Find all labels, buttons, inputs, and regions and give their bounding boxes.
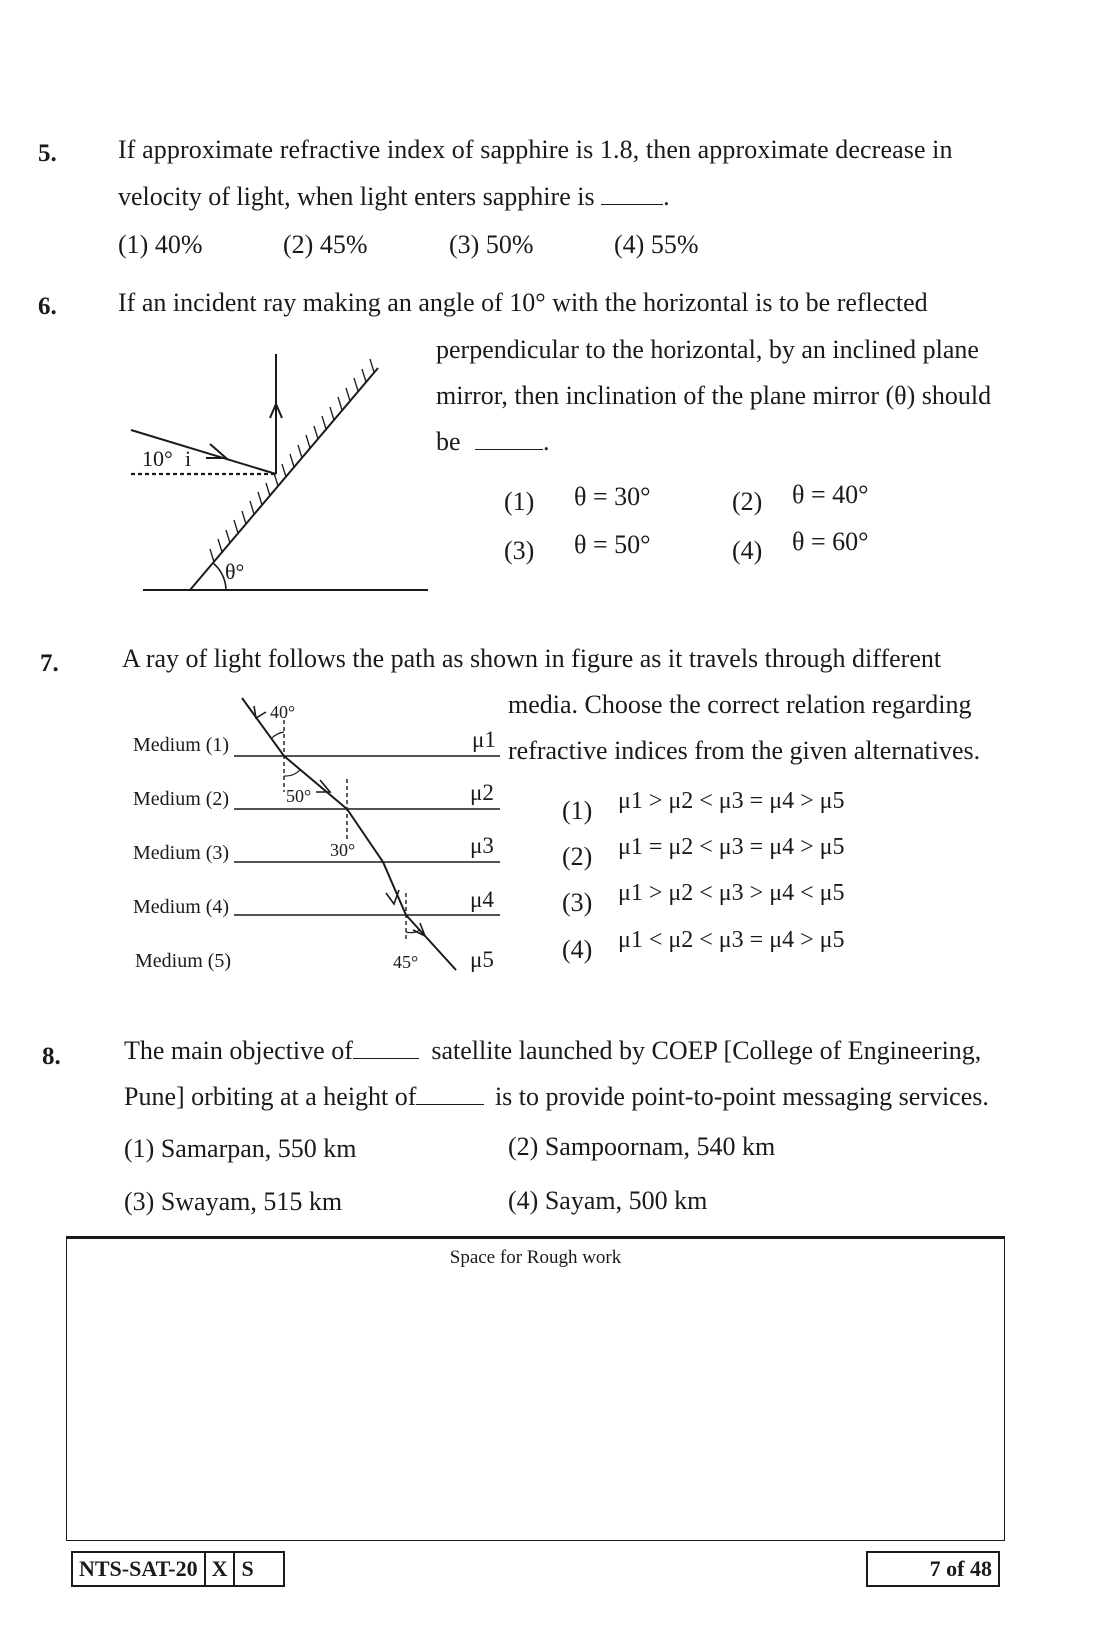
q6-option-2-number: (2): [732, 487, 763, 516]
q5-text-line1: If approximate refractive index of sapphire is 1.8, then approximate decrease in: [118, 135, 953, 164]
q6-text-line4: [436, 427, 550, 457]
q5-option-3: (3) 50%: [449, 230, 534, 259]
q7-ray-arrow-2: [316, 780, 330, 792]
q6-i-label: i: [185, 446, 192, 471]
q7-angle-40: 40°: [270, 702, 296, 722]
q6-option-2-value: θ = 40°: [792, 480, 869, 509]
q7-ray-arrow-3: [386, 890, 399, 904]
q8-text-line1: [124, 1036, 981, 1066]
q7-ray-arrow-4: [413, 923, 425, 936]
footer-cell-x: X: [204, 1553, 234, 1585]
q7-medium-4: Medium (4): [133, 896, 230, 918]
q7-medium-5: Medium (5): [135, 950, 232, 972]
q5-number: 5.: [38, 140, 57, 167]
q7-option-1-number: (1): [562, 796, 593, 825]
q5-line2-end: .: [663, 182, 670, 211]
q7-mu-4: μ4: [470, 887, 494, 912]
q7-normals: [284, 720, 406, 940]
q5-text-line2-main: velocity of light, when light enters sapphire is: [118, 182, 595, 211]
q8-option-2: (2) Sampoornam, 540 km: [508, 1132, 776, 1161]
rough-work-box: [66, 1236, 1005, 1541]
q7-angle-50: 50°: [286, 786, 312, 806]
q8-option-1: (1) Samarpan, 550 km: [124, 1134, 357, 1163]
q8-number: 8.: [42, 1043, 61, 1070]
q8-blank-1: [353, 1036, 419, 1059]
q7-text-line2: media. Choose the correct relation regarding: [508, 690, 972, 719]
footer-code-box: [71, 1551, 285, 1587]
q6-text-line4-main: be: [436, 427, 461, 456]
q7-option-4-number: (4): [562, 935, 593, 964]
q5-option-4: (4) 55%: [614, 230, 699, 259]
q7-ray-arrow-1: [254, 706, 266, 718]
q6-option-3-value: θ = 50°: [574, 530, 651, 559]
q6-text-line1: If an incident ray making an angle of 10° with the horizontal is to be reflected: [118, 288, 928, 317]
q8-line2-end: is to provide point-to-point messaging services.: [494, 1082, 989, 1111]
footer-code: NTS-SAT-20: [79, 1556, 198, 1581]
q6-incident-arrow: [206, 444, 226, 458]
q7-angle-45: 45°: [393, 952, 419, 972]
q7-option-2-number: (2): [562, 842, 593, 871]
q7-text-line1: A ray of light follows the path as shown in figure as it travels through different: [122, 644, 942, 673]
q7-option-1-value: μ1 > μ2 < μ3 = μ4 > μ5: [618, 788, 845, 814]
q6-blank: [475, 427, 543, 450]
q7-mu-5: μ5: [470, 947, 494, 972]
footer-cell-s: S: [233, 1553, 283, 1585]
q6-reflected-arrow: [270, 404, 282, 418]
q6-line4-end: .: [543, 427, 550, 456]
q8-line1-end: satellite launched by COEP [College of Engineering,: [431, 1036, 982, 1065]
q7-text-line3: refractive indices from the given alternatives.: [508, 736, 981, 765]
page-number-box: [866, 1551, 1000, 1587]
q8-blank-2: [416, 1082, 484, 1105]
q7-option-4-value: μ1 < μ2 < μ3 = μ4 > μ5: [618, 927, 845, 953]
rough-work-label: Space for Rough work: [449, 1247, 622, 1268]
q6-angle-label: 10°: [142, 446, 173, 471]
q7-ray-path: [242, 698, 456, 970]
q6-theta-label: θ°: [225, 559, 245, 584]
q6-text-line2: perpendicular to the horizontal, by an inclined plane: [436, 335, 979, 364]
q8-line2-start: Pune] orbiting at a height of: [124, 1082, 417, 1111]
q7-option-3-number: (3): [562, 888, 593, 917]
q6-option-4-value: θ = 60°: [792, 527, 869, 556]
q6-option-3-number: (3): [504, 536, 535, 565]
q5-option-2: (2) 45%: [283, 230, 368, 259]
q7-option-3-value: μ1 > μ2 < μ3 > μ4 < μ5: [618, 880, 845, 906]
q7-number: 7.: [40, 650, 59, 677]
q7-mu-1: μ1: [472, 727, 496, 752]
q6-option-4-number: (4): [732, 536, 763, 565]
q6-mirror-line: [190, 368, 378, 590]
q7-medium-3: Medium (3): [133, 842, 230, 864]
q7-option-2-value: μ1 = μ2 < μ3 = μ4 > μ5: [618, 834, 845, 860]
q7-mu-3: μ3: [470, 833, 494, 858]
q6-number: 6.: [38, 293, 57, 320]
q6-mirror-hatching: [210, 359, 374, 562]
q7-medium-1: Medium (1): [133, 734, 230, 756]
q8-option-3: (3) Swayam, 515 km: [124, 1187, 343, 1216]
q7-mu-2: μ2: [470, 780, 494, 805]
q8-line1-start: The main objective of: [124, 1036, 353, 1065]
q6-option-1-number: (1): [504, 487, 535, 516]
q7-medium-2: Medium (2): [133, 788, 230, 810]
q5-option-1: (1) 40%: [118, 230, 203, 259]
page-number: 7 of 48: [929, 1556, 992, 1581]
q7-angle-30: 30°: [330, 840, 356, 860]
q6-option-1-value: θ = 30°: [574, 482, 651, 511]
q8-option-4: (4) Sayam, 500 km: [508, 1186, 708, 1215]
q8-text-line2: [124, 1082, 989, 1112]
q5-text-line2: [118, 182, 670, 212]
q6-text-line3: mirror, then inclination of the plane mirror (θ) should: [436, 381, 992, 410]
q5-blank: [601, 182, 663, 205]
